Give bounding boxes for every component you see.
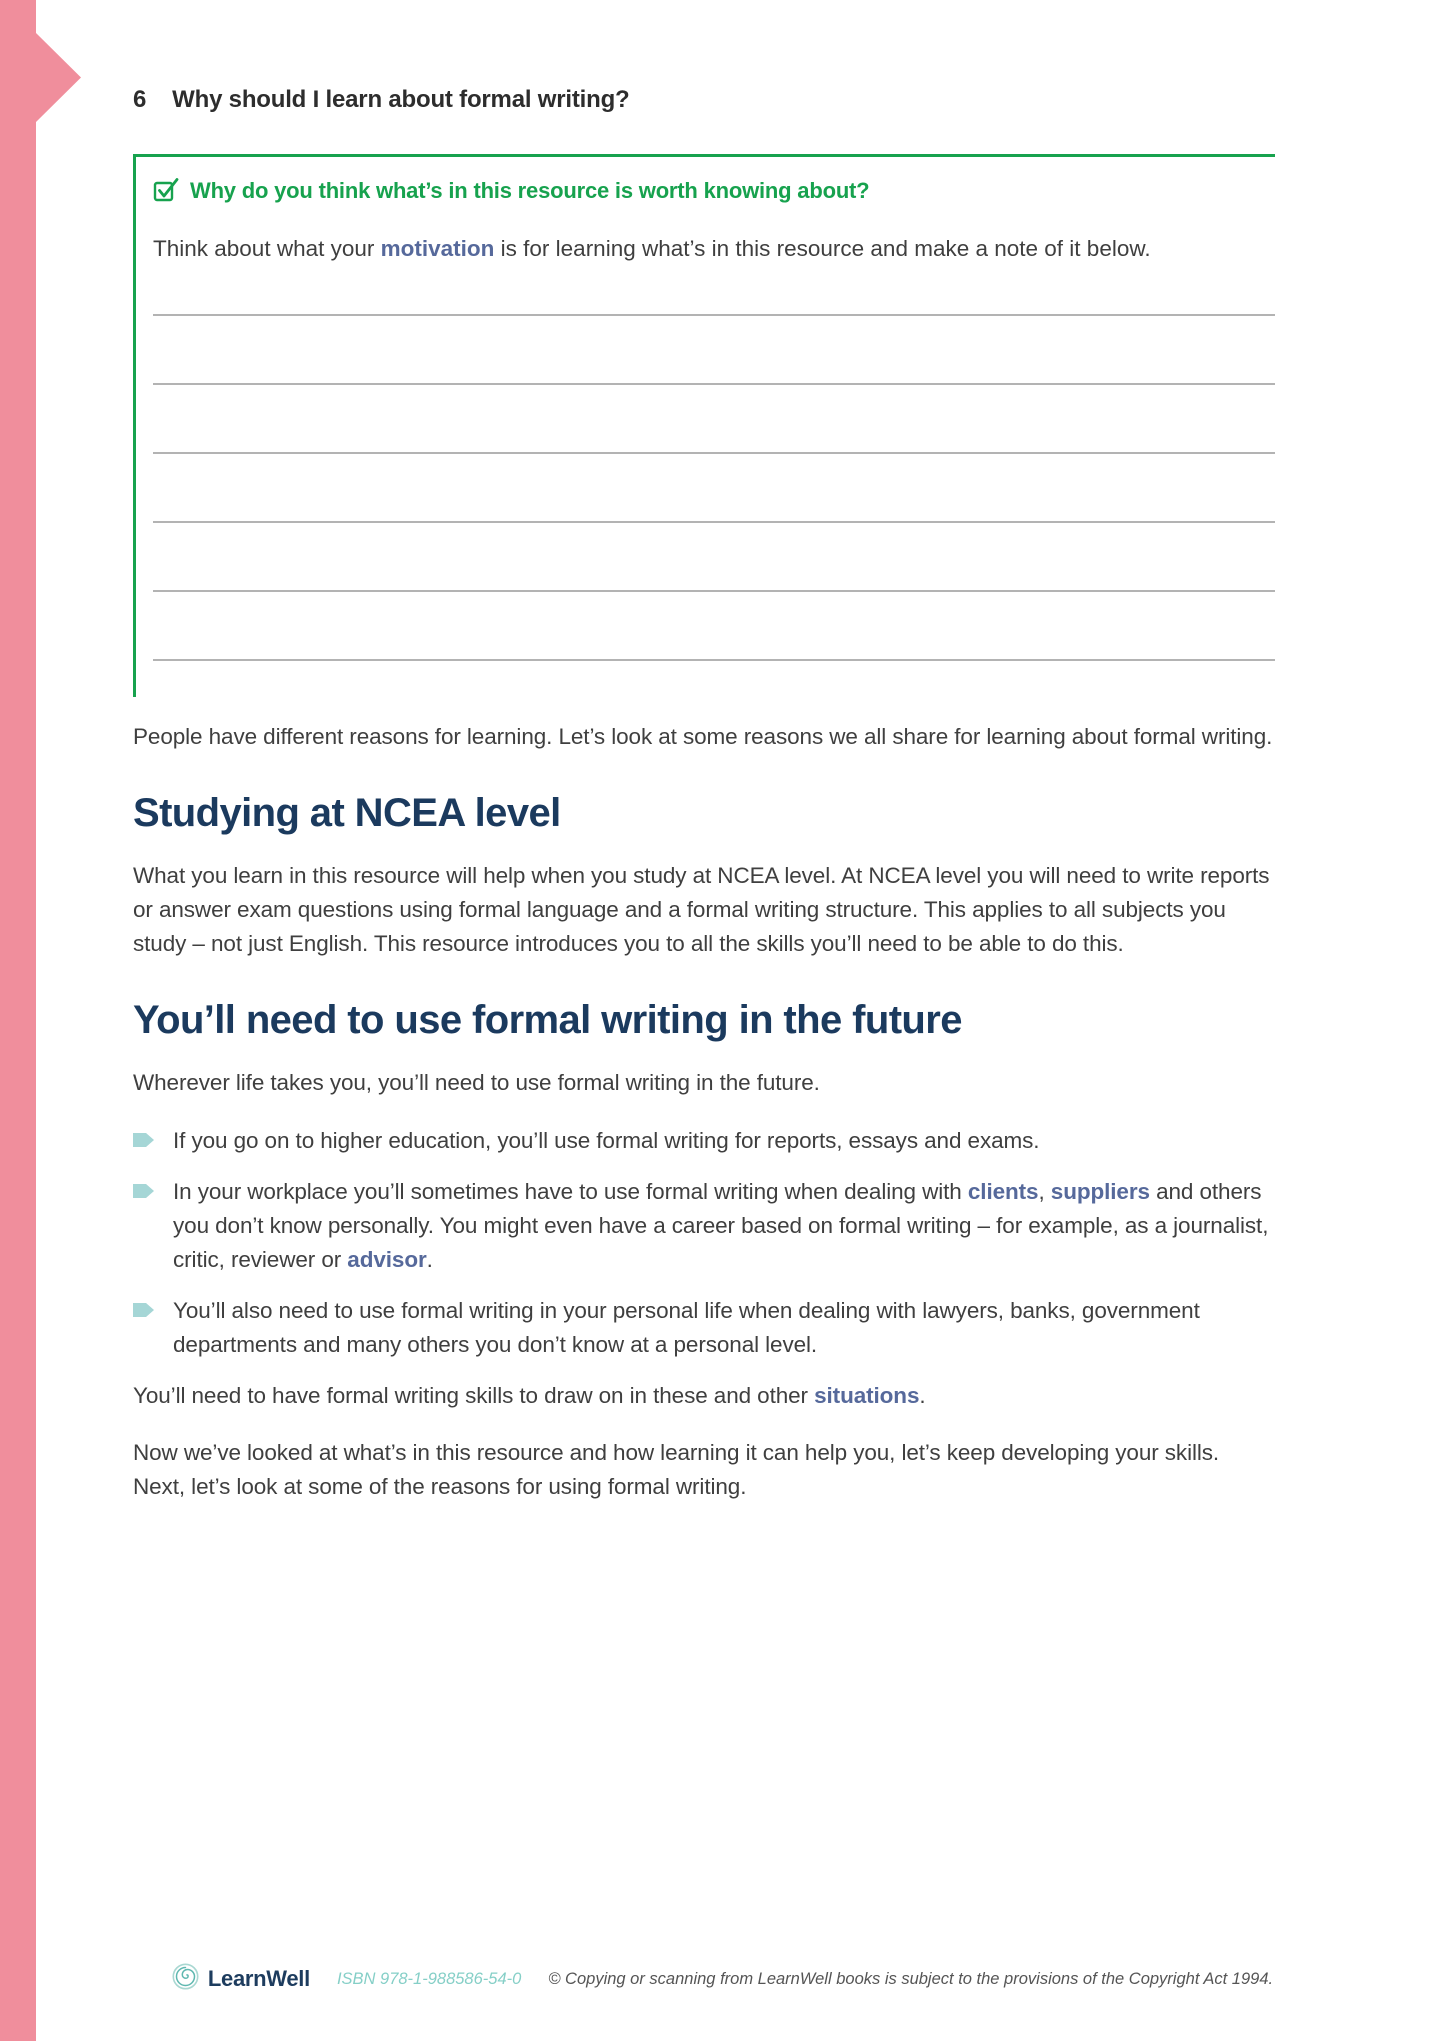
highlight-term: clients	[967, 1179, 1039, 1204]
arrow-bullet-icon	[133, 1303, 154, 1317]
bullet-list	[133, 1124, 1275, 1362]
bullet-item	[133, 1124, 1275, 1158]
highlight-term: motivation	[380, 236, 495, 261]
arrow-bullet-icon	[133, 1184, 154, 1198]
section-heading-future: You’ll need to use formal writing in the future	[133, 998, 962, 1042]
page-number: 6	[133, 86, 147, 113]
copyright-text: © Copying or scanning from LearnWell books is subject to the provisions of the Copyright Act 1994.	[548, 1969, 1274, 1988]
bullet-text: In your workplace you’ll sometimes have to use formal writing when dealing with clients, suppliers and others you don’t know personally. You might even have a career based on formal writing – for example, as a journalist, critic, reviewer or advisor.	[173, 1179, 1269, 1272]
section-future-paragraph: Wherever life takes you, you’ll need to use formal writing in the future.	[133, 1070, 820, 1095]
closing-paragraph: You’ll need to have formal writing skills to draw on in these and other situations.	[133, 1383, 926, 1408]
arrow-bullet-icon	[133, 1133, 154, 1147]
transition-paragraph: Now we’ve looked at what’s in this resource and how learning it can help you, let’s keep developing your skills. Next, let’s look at some of the reasons for using formal writing.	[133, 1440, 1220, 1499]
page-content	[133, 86, 1275, 1504]
writing-line[interactable]	[153, 454, 1275, 523]
checkbox-icon	[153, 177, 180, 209]
koru-spiral-logo-icon	[172, 1963, 199, 1995]
writing-line[interactable]	[153, 268, 1275, 316]
intro-paragraph: People have different reasons for learning. Let’s look at some reasons we all share for learning about formal writing.	[133, 724, 1273, 749]
writing-line[interactable]	[153, 316, 1275, 385]
highlight-term: suppliers	[1050, 1179, 1150, 1204]
writing-line[interactable]	[153, 523, 1275, 592]
page-footer	[0, 1963, 1445, 1995]
page-header	[133, 86, 1275, 114]
bullet-item	[133, 1175, 1275, 1277]
highlight-term: situations	[814, 1383, 920, 1408]
writing-line[interactable]	[153, 385, 1275, 454]
writing-line[interactable]	[153, 592, 1275, 661]
bullet-text: You’ll also need to use formal writing in your personal life when dealing with lawyers, banks, government departments and many others you don’t know at a personal level.	[173, 1298, 1200, 1357]
activity-box-instructions: Think about what your motivation is for learning what’s in this resource and make a note of it below.	[153, 236, 1151, 261]
activity-box	[133, 154, 1275, 697]
section-heading-ncea: Studying at NCEA level	[133, 791, 561, 835]
page-edge-ribbon-arrow	[36, 33, 81, 122]
activity-box-title-row	[153, 178, 1275, 209]
writing-lines	[153, 268, 1275, 661]
page-edge-ribbon	[0, 0, 36, 2041]
brand-name: LearnWell	[207, 1966, 310, 1991]
highlight-term: advisor	[347, 1247, 427, 1272]
activity-box-title: Why do you think what’s in this resource is worth knowing about?	[190, 178, 870, 203]
isbn-text: ISBN 978-1-988586-54-0	[336, 1969, 522, 1988]
section-ncea-paragraph: What you learn in this resource will help when you study at NCEA level. At NCEA level you will need to write reports or answer exam questions using formal language and a formal writing structure. This applies to all subjects you study – not just English. This resource introduces you to all the skills you’ll need to be able to do this.	[133, 863, 1270, 956]
bullet-item	[133, 1294, 1275, 1362]
page-title: Why should I learn about formal writing?	[172, 86, 630, 113]
bullet-text: If you go on to higher education, you’ll use formal writing for reports, essays and exams.	[173, 1128, 1040, 1153]
